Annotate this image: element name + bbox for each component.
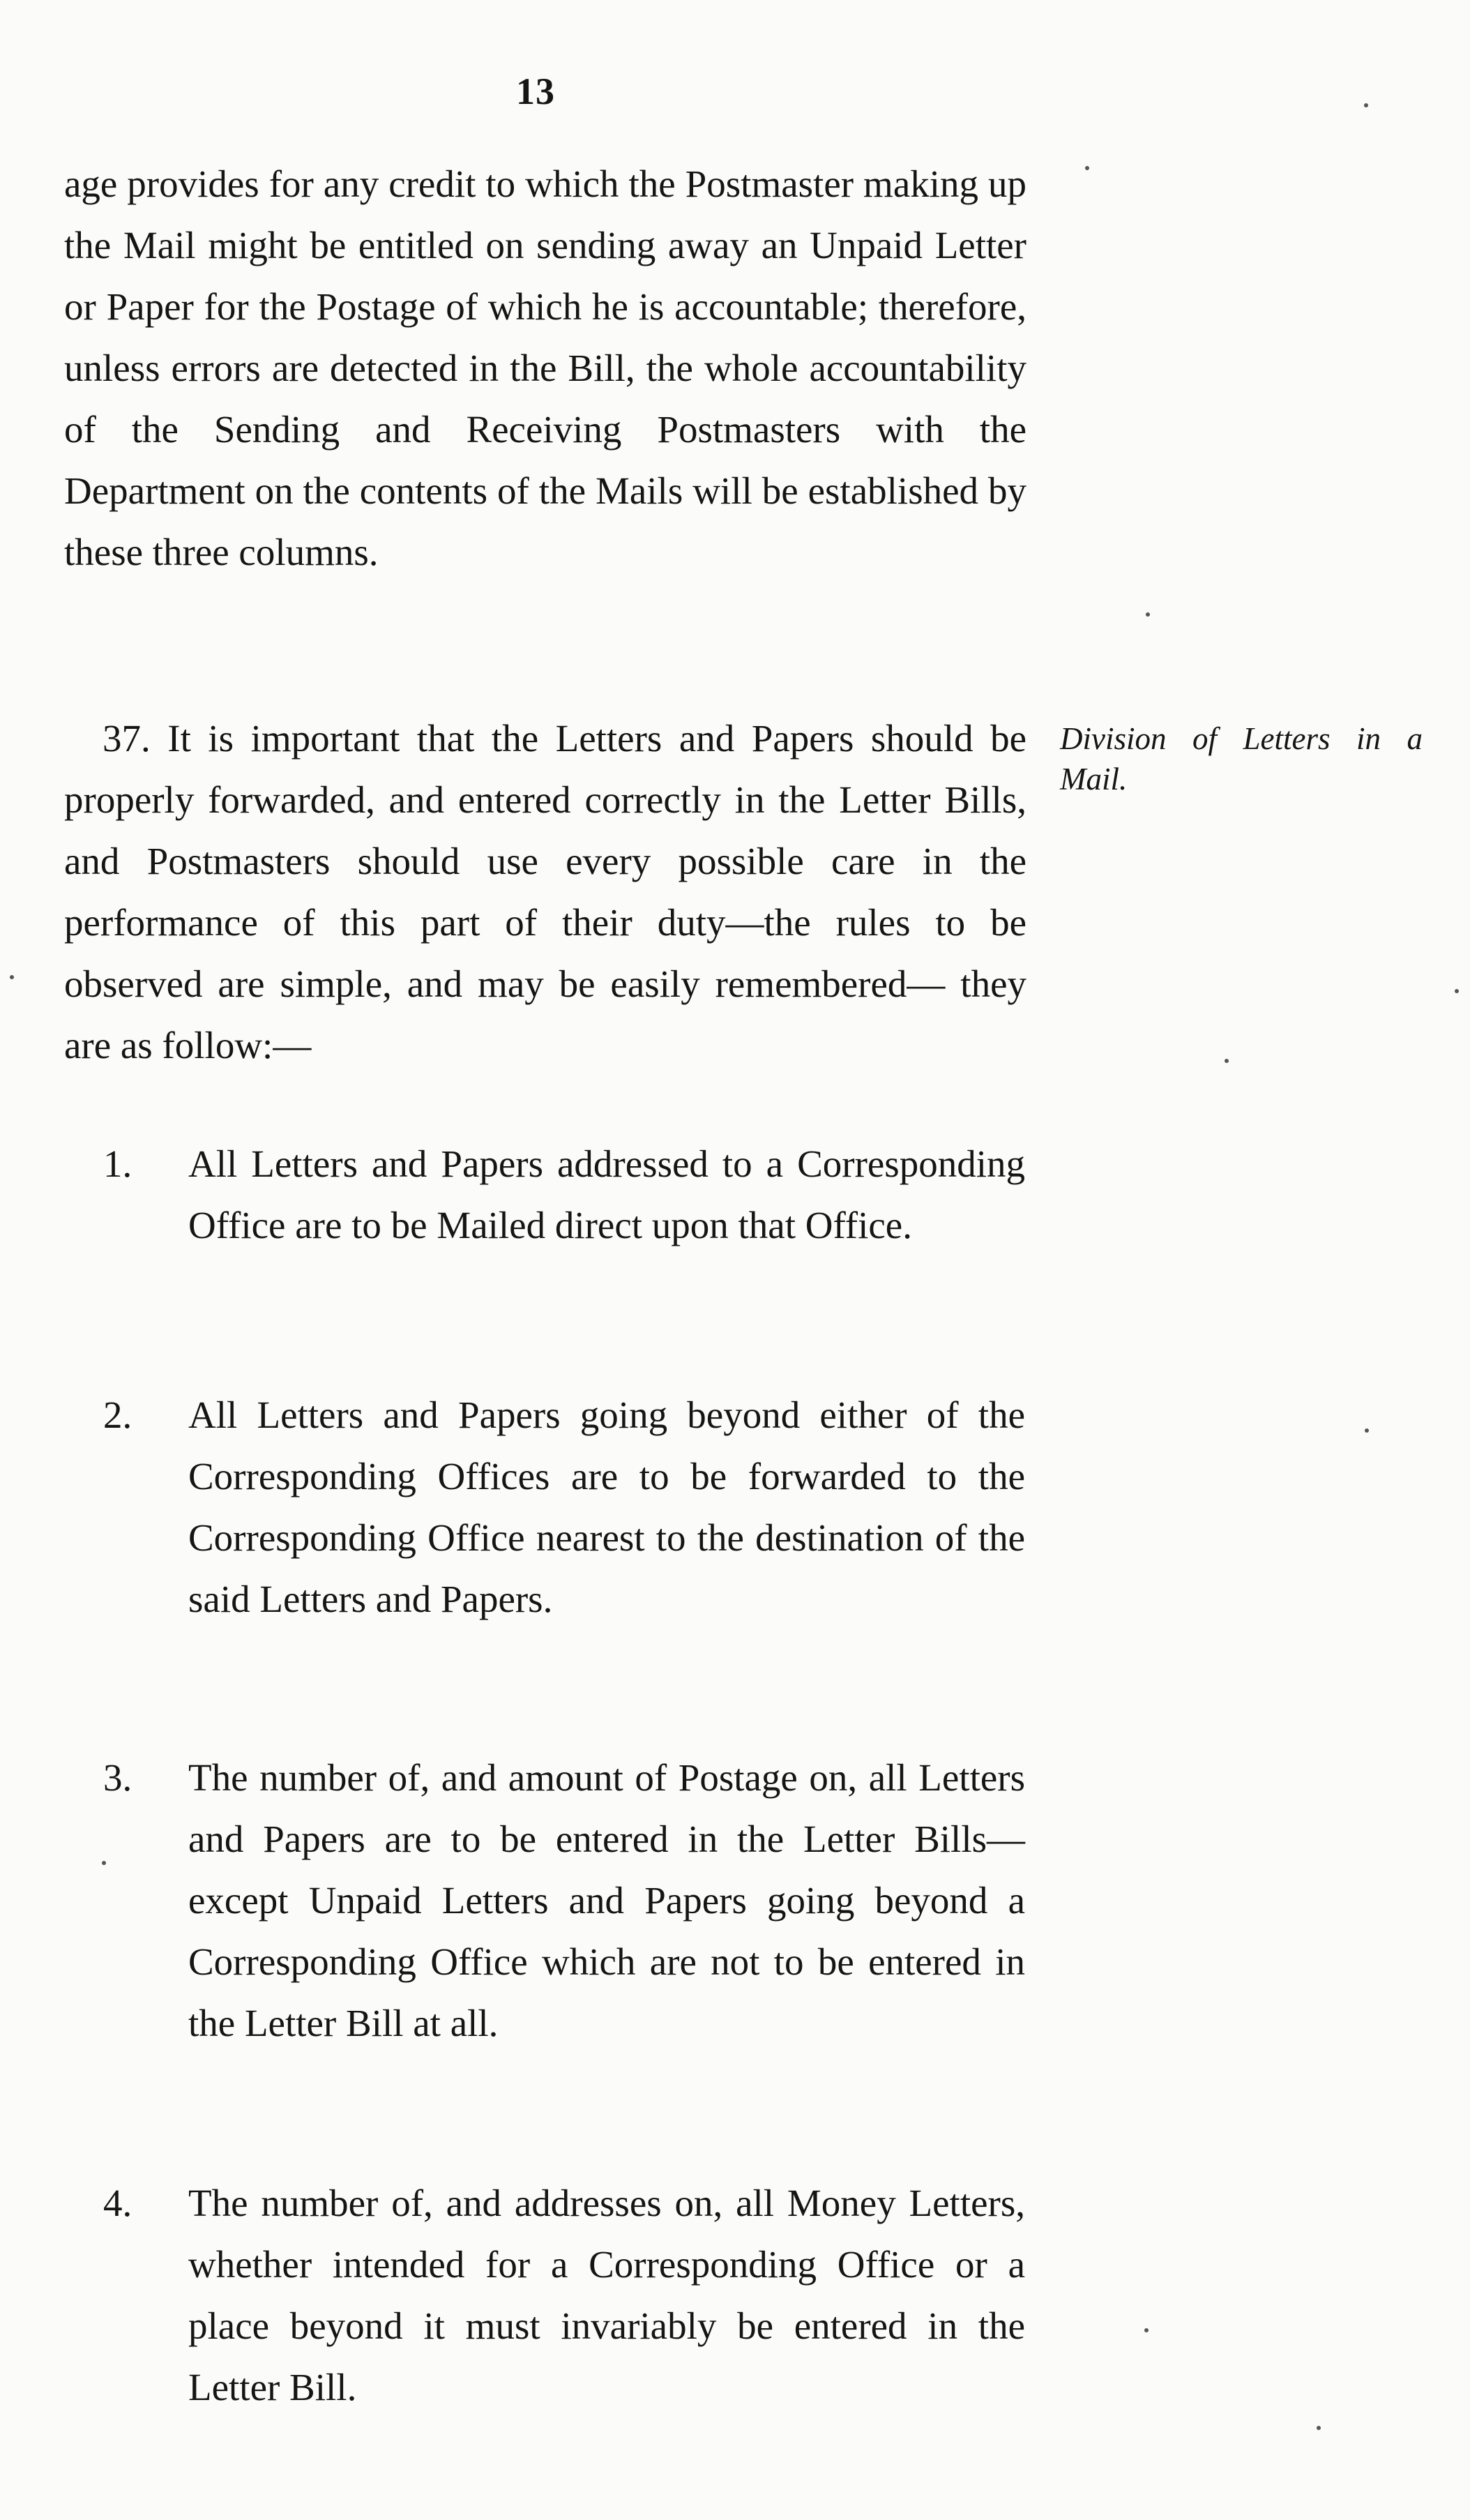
rule-text: The number of, and amount of Postage on, all Letters and Papers are to be entered in the Letter Bills—except Unpaid Letters and Papers going beyond a Corresponding Office which are not to be entered in the Letter Bill at all.	[188, 1756, 1025, 2044]
scan-speck	[1364, 103, 1368, 107]
scan-speck	[1365, 1428, 1369, 1433]
list-item	[91, 1385, 1025, 1630]
scan-speck	[1455, 989, 1459, 993]
list-item	[91, 1133, 1025, 1256]
margin-note: Division of Letters in a Mail.	[1060, 721, 1423, 797]
rule-text: All Letters and Papers addressed to a Corresponding Office are to be Mailed direct upon that Office.	[188, 1142, 1025, 1246]
section-37-paragraph: 37. It is important that the Letters and Papers should be properly forwarded, and entered correctly in the Letter Bills, and Postmasters should use every possible care in the performance of this part of their duty—the rules to be observed are simple, and may be easily remembered— they are as follow:—	[64, 717, 1026, 1066]
continued-paragraph: age provides for any credit to which the Postmaster making up the Mail might be entitled on sending away an Unpaid Letter or Paper for the Postage of which he is accountable; therefore, unless errors are detected in the Bill, the whole accountability of the Sending and Receiving Postmasters with the Department on the contents of the Mails will be established by these three columns.	[64, 163, 1026, 573]
page-number: 13	[516, 70, 555, 112]
scan-speck	[1085, 166, 1089, 170]
rule-number: 3.	[103, 1756, 132, 1799]
list-item	[91, 1747, 1025, 2054]
rule-text: All Letters and Papers going beyond either of the Corresponding Offices are to be forwarded to the Corresponding Office nearest to the destination of the said Letters and Papers.	[188, 1394, 1025, 1620]
scan-speck	[1225, 1059, 1229, 1063]
scan-speck	[1146, 612, 1150, 617]
rule-number: 4.	[103, 2182, 132, 2224]
rule-text: The number of, and addresses on, all Money Letters, whether intended for a Corresponding Office or a place beyond it must invariably be entered in the Letter Bill.	[188, 2182, 1025, 2408]
scan-speck	[10, 975, 14, 979]
scan-speck	[102, 1861, 106, 1865]
list-item	[91, 2173, 1025, 2418]
scan-speck	[1317, 2426, 1321, 2430]
rule-number: 1.	[103, 1142, 132, 1185]
scan-speck	[1144, 2328, 1149, 2332]
rule-number: 2.	[103, 1394, 132, 1436]
